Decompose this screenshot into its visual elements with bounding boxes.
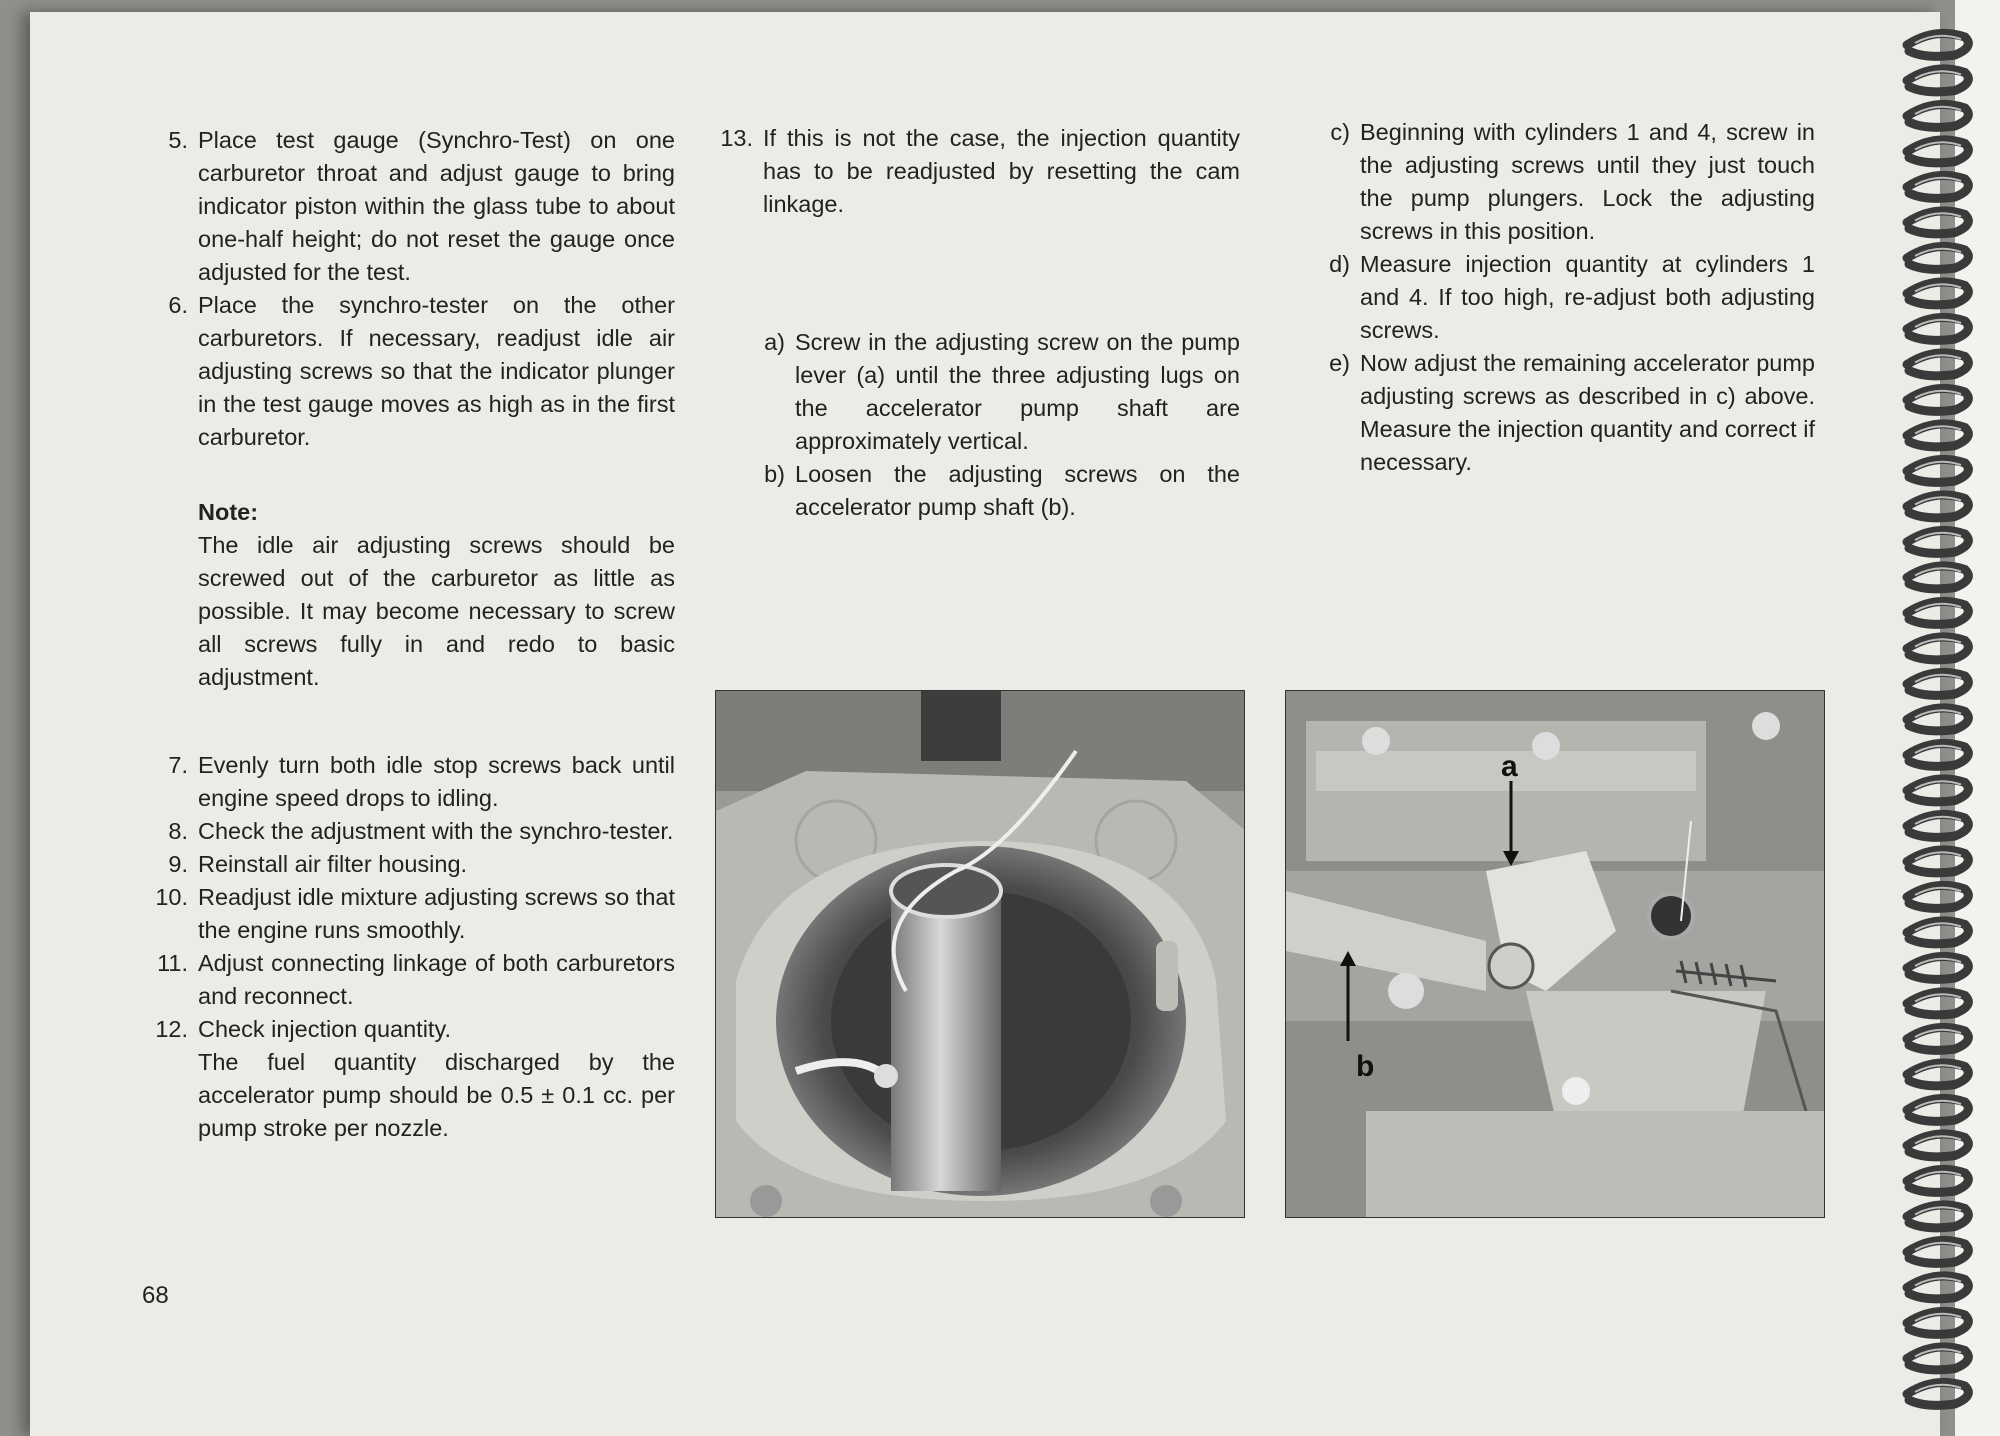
step-text: Readjust idle mixture adjusting screws so that the engine runs smoothly. xyxy=(198,884,675,943)
substep-a xyxy=(715,326,1240,458)
substep-text: Now adjust the remaining accelerator pump adjusting screws as described in c) above. Measure the injection quantity and correct if necessary. xyxy=(1360,350,1815,475)
carburetor-throat-illustration xyxy=(716,691,1245,1218)
substep-letter: d) xyxy=(1329,251,1350,277)
substep-text: Screw in the adjusting screw on the pump lever (a) until the three adjusting lugs on the accelerator pump shaft are approximately vertical. xyxy=(795,329,1240,454)
pump-linkage-illustration xyxy=(1286,691,1825,1218)
substep-c xyxy=(1320,116,1815,248)
step-text: Place test gauge (Synchro-Test) on one carburetor throat and adjust gauge to bring indicator piston within the glass tube to about one-half height; do not reset the gauge once adjusted for the test. xyxy=(198,127,675,285)
step-11 xyxy=(150,947,675,1013)
step-text: Adjust connecting linkage of both carburetors and reconnect. xyxy=(198,950,675,1009)
note-text: The idle air adjusting screws should be screwed out of the carburetor as little as possible. It may become necessary to screw all screws fully in and redo to basic adjustment. xyxy=(198,532,675,690)
step-12-detail: The fuel quantity discharged by the accelerator pump should be 0.5 ± 0.1 cc. per pump stroke per nozzle. xyxy=(198,1049,675,1141)
step-text: If this is not the case, the injection quantity has to be readjusted by resetting the cam linkage. xyxy=(763,125,1240,217)
middle-column xyxy=(715,122,1240,524)
step-text: Check the adjustment with the synchro-tester. xyxy=(198,818,674,844)
step-number: 6. xyxy=(168,292,188,318)
spiral-binding xyxy=(1895,0,2000,1436)
page-number: 68 xyxy=(142,1282,169,1309)
step-number: 10. xyxy=(155,884,188,910)
step-number: 5. xyxy=(168,127,188,153)
step-text: Check injection quantity. xyxy=(198,1016,451,1042)
substep-text: Beginning with cylinders 1 and 4, screw in the adjusting screws until they just touch the pump plungers. Lock the adjusting screws in this position. xyxy=(1360,119,1815,244)
step-6 xyxy=(150,289,675,454)
step-number: 11. xyxy=(157,950,188,976)
step-9 xyxy=(150,848,675,881)
substep-letter: c) xyxy=(1330,119,1350,145)
step-number: 9. xyxy=(168,851,188,877)
accelerator-pump-photo xyxy=(1285,690,1825,1218)
step-12 xyxy=(150,1013,675,1046)
step-7 xyxy=(150,749,675,815)
right-column xyxy=(1320,116,1815,479)
step-text: Place the synchro-tester on the other carburetors. If necessary, readjust idle air adjusting screws so that the indicator plunger in the test gauge moves as high as in the first carburetor. xyxy=(198,292,675,450)
substep-letter: b) xyxy=(764,461,785,487)
step-text: Reinstall air filter housing. xyxy=(198,851,468,877)
substep-text: Measure injection quantity at cylinders 1 and 4. If too high, re-adjust both adjusting screws. xyxy=(1360,251,1815,343)
step-13 xyxy=(715,122,1240,221)
left-column xyxy=(150,124,675,1145)
label-a: a xyxy=(1501,750,1518,783)
step-text: Evenly turn both idle stop screws back until engine speed drops to idling. xyxy=(198,752,675,811)
substep-letter: e) xyxy=(1329,350,1350,376)
step-5 xyxy=(150,124,675,289)
step-number: 13. xyxy=(720,125,753,151)
substep-e xyxy=(1320,347,1815,479)
step-number: 7. xyxy=(168,752,188,778)
substep-b xyxy=(715,458,1240,524)
step-number: 8. xyxy=(168,818,188,844)
carburetor-throat-photo xyxy=(715,690,1245,1218)
note-title: Note: xyxy=(198,499,259,525)
substep-letter: a) xyxy=(764,329,785,355)
label-b: b xyxy=(1356,1050,1375,1083)
step-8 xyxy=(150,815,675,848)
step-10 xyxy=(150,881,675,947)
step-number: 12. xyxy=(155,1016,188,1042)
substep-text: Loosen the adjusting screws on the accelerator pump shaft (b). xyxy=(795,461,1240,520)
substep-d xyxy=(1320,248,1815,347)
